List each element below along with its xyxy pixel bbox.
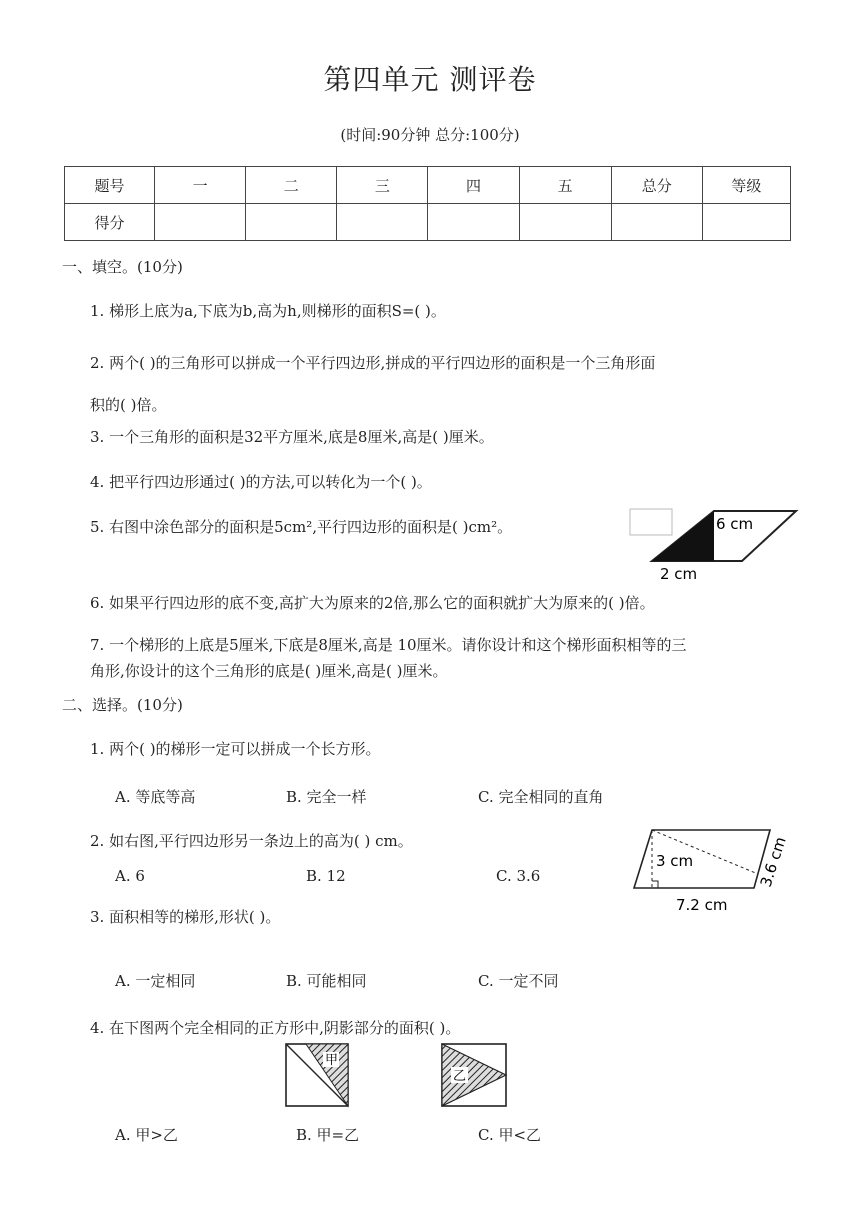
table-cell: 题号: [65, 167, 155, 204]
option-b[interactable]: B. 甲=乙: [296, 1126, 360, 1144]
section-heading: 一、填空。(10分): [62, 258, 183, 276]
option-a[interactable]: A. 甲>乙: [115, 1126, 178, 1144]
question-text: 5. 右图中涂色部分的面积是5cm²,平行四边形的面积是( )cm²。: [90, 518, 513, 536]
question-text: 2. 如右图,平行四边形另一条边上的高为( ) cm。: [90, 832, 413, 850]
score-input-cell[interactable]: [337, 204, 428, 241]
score-table-header-row: [65, 167, 791, 204]
figure-label: 2 cm: [660, 565, 698, 583]
table-cell: 二: [246, 167, 337, 204]
question-text: 积的( )倍。: [90, 396, 167, 414]
figure-label: 6 cm: [716, 515, 754, 533]
page-title: 第四单元 测评卷: [323, 63, 537, 96]
table-cell: 得分: [65, 204, 155, 241]
score-input-cell[interactable]: [611, 204, 702, 241]
table-cell: 四: [428, 167, 519, 204]
table-cell: 三: [337, 167, 428, 204]
score-input-cell[interactable]: [428, 204, 519, 241]
score-input-cell[interactable]: [246, 204, 337, 241]
exam-info: (时间:90分钟 总分:100分): [340, 126, 520, 144]
score-input-cell[interactable]: [519, 204, 611, 241]
shape-label: 甲: [325, 1053, 339, 1068]
option-b[interactable]: B. 可能相同: [286, 972, 367, 990]
question-text: 2. 两个( )的三角形可以拼成一个平行四边形,拼成的平行四边形的面积是一个三角形面: [90, 354, 656, 372]
figure-label: 3 cm: [656, 852, 694, 870]
parallelogram-figure: [630, 505, 800, 585]
table-cell: 一: [155, 167, 246, 204]
parallelogram-height-figure: [630, 826, 800, 918]
question-text: 1. 两个( )的梯形一定可以拼成一个长方形。: [90, 740, 381, 758]
section-heading: 二、选择。(10分): [62, 696, 183, 714]
option-a[interactable]: A. 6: [115, 867, 145, 885]
figure-label: 7.2 cm: [676, 896, 728, 914]
option-c[interactable]: C. 完全相同的直角: [478, 788, 604, 806]
option-b[interactable]: B. 12: [306, 867, 346, 885]
question-text: 角形,你设计的这个三角形的底是( )厘米,高是( )厘米。: [90, 662, 448, 680]
score-table: [64, 166, 791, 241]
question-text: 1. 梯形上底为a,下底为b,高为h,则梯形的面积S=( )。: [90, 302, 446, 320]
question-text: 3. 一个三角形的面积是32平方厘米,底是8厘米,高是( )厘米。: [90, 428, 494, 446]
table-cell: 五: [519, 167, 611, 204]
score-input-cell[interactable]: [702, 204, 790, 241]
question-text: 4. 把平行四边形通过( )的方法,可以转化为一个( )。: [90, 473, 432, 491]
squares-figure: [286, 1042, 508, 1108]
question-text: 3. 面积相等的梯形,形状( )。: [90, 908, 281, 926]
score-table-score-row: [65, 204, 791, 241]
option-a[interactable]: A. 等底等高: [115, 788, 196, 806]
option-c[interactable]: C. 一定不同: [478, 972, 559, 990]
option-c[interactable]: C. 甲<乙: [478, 1126, 542, 1144]
table-cell: 等级: [702, 167, 790, 204]
option-a[interactable]: A. 一定相同: [115, 972, 196, 990]
shape-label: 乙: [453, 1069, 467, 1084]
figure-label: 3.6 cm: [756, 834, 790, 890]
question-text: 7. 一个梯形的上底是5厘米,下底是8厘米,高是 10厘米。请你设计和这个梯形面积相等的三: [90, 636, 687, 654]
option-b[interactable]: B. 完全一样: [286, 788, 367, 806]
question-text: 4. 在下图两个完全相同的正方形中,阴影部分的面积( )。: [90, 1019, 461, 1037]
score-input-cell[interactable]: [155, 204, 246, 241]
table-cell: 总分: [611, 167, 702, 204]
option-c[interactable]: C. 3.6: [496, 867, 541, 885]
question-text: 6. 如果平行四边形的底不变,高扩大为原来的2倍,那么它的面积就扩大为原来的( )倍。: [90, 594, 655, 612]
